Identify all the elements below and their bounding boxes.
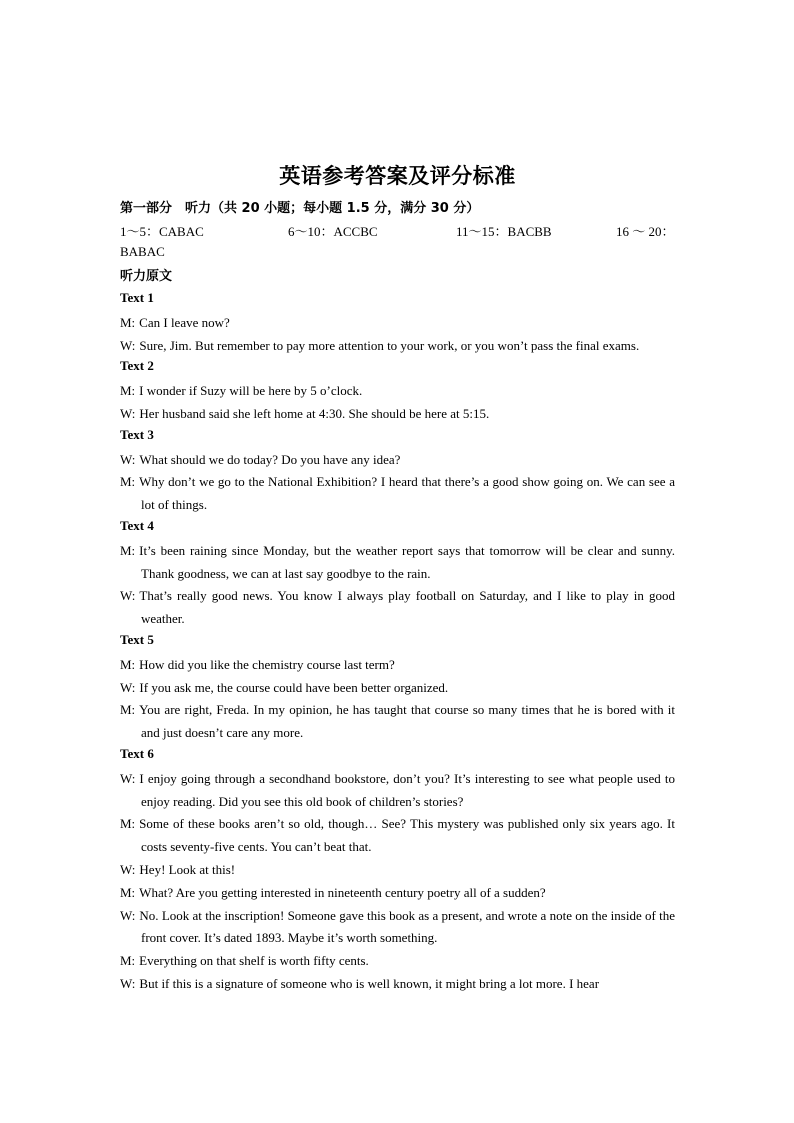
answer-group-1: 1～5：CABAC <box>120 224 204 239</box>
speaker-label: M: <box>120 474 136 490</box>
dialogue-line <box>120 540 675 586</box>
speaker-label: W: <box>120 451 136 467</box>
dialogue-line <box>120 654 675 677</box>
dialogue-line <box>120 813 675 859</box>
page-title: 英语参考答案及评分标准 <box>279 164 516 188</box>
speaker-label: W: <box>120 907 136 923</box>
utterance-text: Everything on that shelf is worth fifty cents. <box>139 953 369 969</box>
speaker-label: W: <box>120 405 136 421</box>
utterance-text: Why don’t we go to the National Exhibition? I heard that there’s a good show going on. We can see a lot of things. <box>139 474 675 513</box>
dialogue-line <box>120 950 675 973</box>
speaker-label: W: <box>120 770 136 786</box>
utterance-text: Sure, Jim. But remember to pay more attention to your work, or you won’t pass the final exams. <box>139 337 640 353</box>
utterance-text: How did you like the chemistry course last term? <box>139 656 395 672</box>
speaker-label: M: <box>120 816 136 832</box>
dialogue-line <box>120 973 675 996</box>
utterance-text: Hey! Look at this! <box>139 861 236 877</box>
text-heading: Text 5 <box>120 631 154 647</box>
dialogue-line <box>120 471 675 517</box>
answer-row <box>120 221 675 241</box>
speaker-label: M: <box>120 702 136 718</box>
dialogue-line <box>120 449 675 472</box>
utterance-text: I wonder if Suzy will be here by 5 o’clock. <box>139 383 363 399</box>
dialogue-line <box>120 768 675 814</box>
speaker-label: M: <box>120 884 136 900</box>
utterance-text: But if this is a signature of someone who is well known, it might bring a lot more. I hear <box>139 975 600 991</box>
dialogue-line <box>120 585 675 631</box>
dialogue-line <box>120 380 675 403</box>
transcript-body <box>120 289 675 996</box>
utterance-text: Her husband said she left home at 4:30. She should be here at 5:15. <box>139 405 490 421</box>
dialogue-line <box>120 699 675 745</box>
answer-group-4: 16 ～ 20： <box>616 224 675 239</box>
answer-group-3: 11～15：BACBB <box>456 224 552 239</box>
speaker-label: M: <box>120 656 136 672</box>
dialogue-line <box>120 882 675 905</box>
utterance-text: You are right, Freda. In my opinion, he has taught that course so many times that he is bored with it and just doesn’t care any more. <box>139 702 675 741</box>
speaker-label: M: <box>120 383 136 399</box>
speaker-label: W: <box>120 861 136 877</box>
text-heading: Text 4 <box>120 517 154 533</box>
speaker-label: M: <box>120 542 136 558</box>
dialogue-line <box>120 859 675 882</box>
speaker-label: W: <box>120 337 136 353</box>
dialogue-line <box>120 312 675 335</box>
speaker-label: M: <box>120 314 136 330</box>
dialogue-line <box>120 403 675 426</box>
speaker-label: W: <box>120 975 136 991</box>
answer-group-2: 6～10：ACCBC <box>288 224 378 239</box>
speaker-label: M: <box>120 953 136 969</box>
utterance-text: Some of these books aren’t so old, though… See? This mystery was published only six years ago. It costs seventy-five cents. You can’t beat that. <box>139 816 675 855</box>
dialogue-line <box>120 905 675 951</box>
utterance-text: What should we do today? Do you have any idea? <box>139 451 401 467</box>
speaker-label: W: <box>120 679 136 695</box>
speaker-label: W: <box>120 588 136 604</box>
text-heading: Text 6 <box>120 745 154 761</box>
utterance-text: If you ask me, the course could have been better organized. <box>139 679 449 695</box>
text-heading: Text 3 <box>120 426 154 442</box>
utterance-text: I enjoy going through a secondhand bookstore, don’t you? It’s interesting to see what people used to enjoy reading. Did you see this old book of children’s stories? <box>139 770 675 809</box>
section-heading: 第一部分 听力（共 20 小题；每小题 1.5 分，满分 30 分） <box>120 201 480 216</box>
utterance-text: It’s been raining since Monday, but the weather report says that tomorrow will be clear and sunny. Thank goodness, we can at last say goodbye to the rain. <box>139 542 675 581</box>
text-heading: Text 2 <box>120 358 154 374</box>
utterance-text: Can I leave now? <box>139 314 230 330</box>
utterance-text: No. Look at the inscription! Someone gave this book as a present, and wrote a note on the inside of the front cover. It’s dated 1893. Maybe it’s worth something. <box>139 907 675 946</box>
utterance-text: That’s really good news. You know I always play football on Saturday, and I like to play in good weather. <box>139 588 675 627</box>
text-heading: Text 1 <box>120 290 154 305</box>
answer-group-4-values: BABAC <box>120 244 165 259</box>
utterance-text: What? Are you getting interested in nineteenth century poetry all of a sudden? <box>139 884 546 900</box>
transcript-heading: 听力原文 <box>120 269 173 284</box>
dialogue-line <box>120 335 675 358</box>
dialogue-line <box>120 677 675 700</box>
